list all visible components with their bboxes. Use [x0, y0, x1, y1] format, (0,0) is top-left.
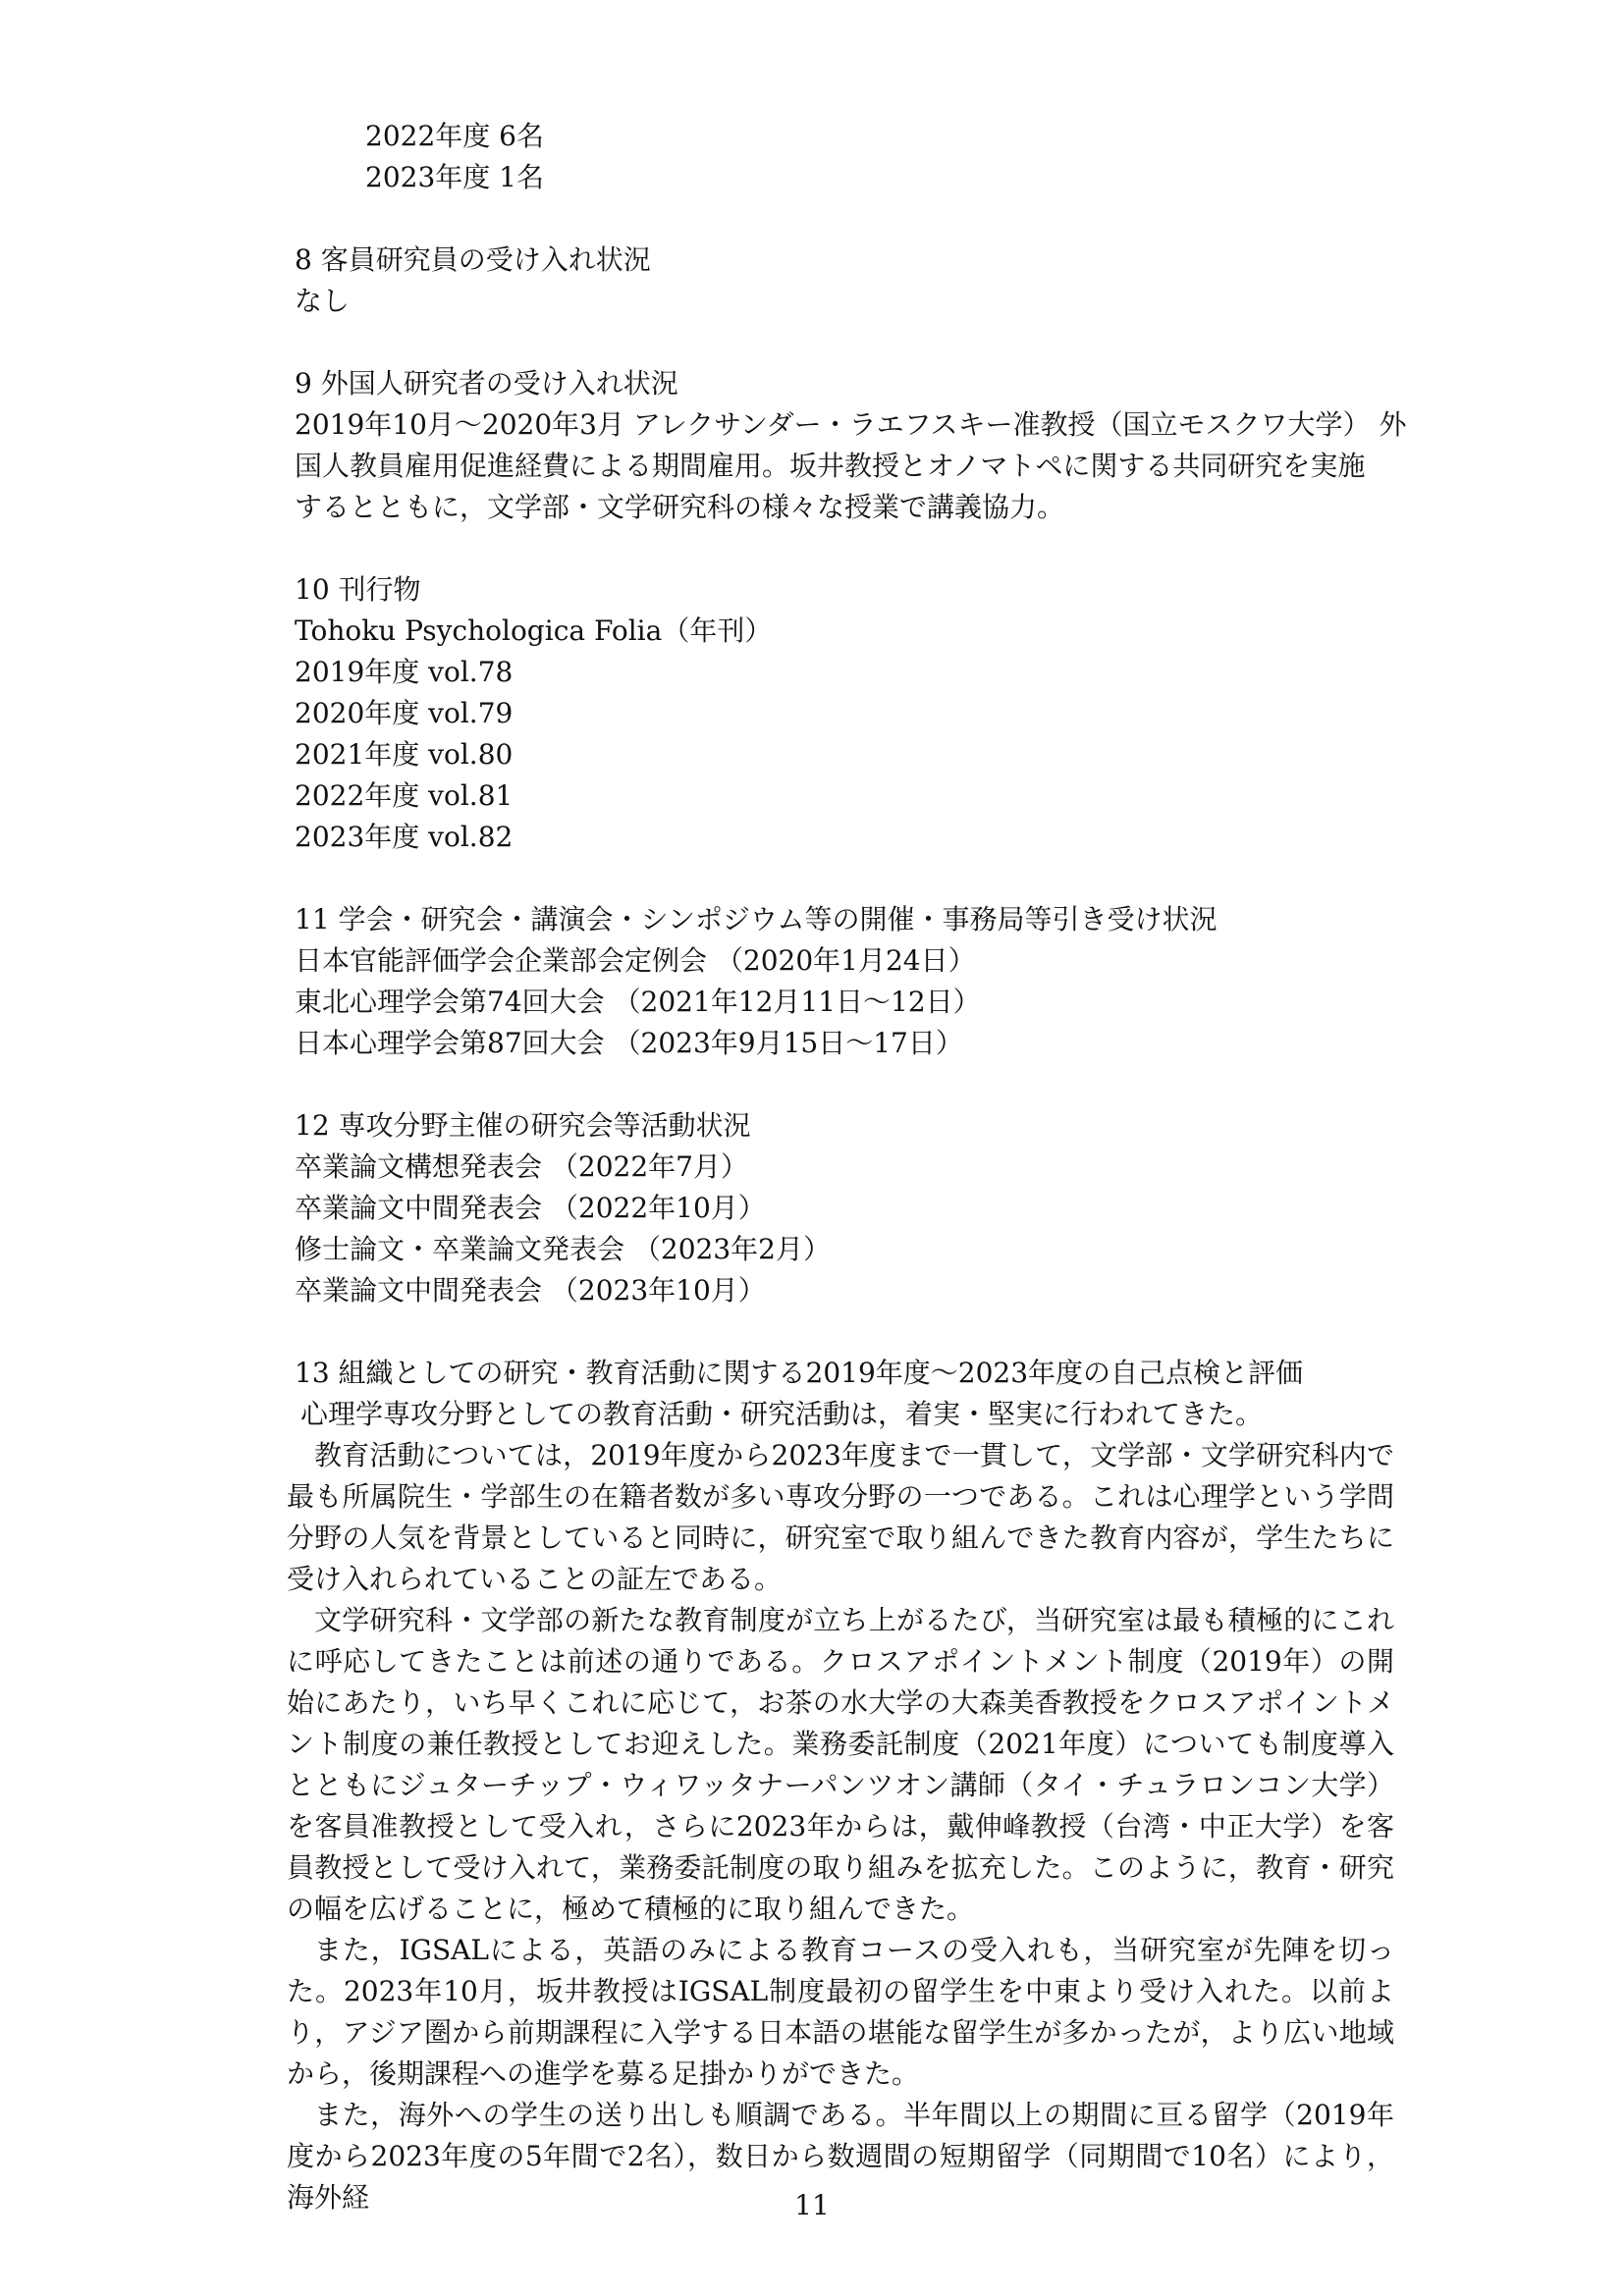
- section-11: [295, 899, 1394, 1064]
- page-content: [287, 116, 1407, 2218]
- spacer: [295, 198, 1394, 240]
- event-item: 日本官能評価学会企業部会定例会 （2020年1月24日）: [295, 944, 976, 977]
- publication-volume: 2022年度 vol.81: [295, 779, 514, 812]
- section-line: 2019年10月～2020年3月 アレクサンダー・ラエフスキー准教授（国立モスクワ大学） 外: [295, 408, 1407, 441]
- section-heading: 13 組織としての研究・教育活動に関する2019年度～2023年度の自己点検と評価: [295, 1357, 1304, 1389]
- publication-volume: 2020年度 vol.79: [295, 697, 514, 729]
- evaluation-paragraph: 文学研究科・文学部の新たな教育制度が立ち上がるたび，当研究室は最も積極的にこれに呼応してきたことは前述の通りである。クロスアポイントメント制度（2019年）の開始にあたり，いち早くこれに応じて，お茶の水大学の大森美香教授をクロスアポイントメント制度の兼任教授としてお迎えした。業務委託制度（2021年度）についても制度導入とともにジュターチップ・ウィワッタナーパンツオン講師（タイ・チュラロンコン大学）を客員准教授として受入れ，さらに2023年からは，戴伸峰教授（台湾・中正大学）を客員教授として受け入れて，業務委託制度の取り組みを拡充した。このように，教育・研究の幅を広げることに，極めて積極的に取り組んできた。: [287, 1604, 1394, 1925]
- top-list: [295, 116, 1394, 198]
- section-heading: 11 学会・研究会・講演会・シンポジウム等の開催・事務局等引き受け状況: [295, 903, 1218, 935]
- evaluation-paragraph: 心理学専攻分野としての教育活動・研究活動は，着実・堅実に行われてきた。: [300, 1398, 1264, 1430]
- section-heading: 8 客員研究員の受け入れ状況: [295, 243, 651, 276]
- section-heading: 10 刊行物: [295, 573, 421, 606]
- spacer: [295, 322, 1394, 363]
- publication-volume: 2023年度 vol.82: [295, 821, 514, 853]
- section-10: [295, 569, 1394, 858]
- top-list-item: 2023年度 1名: [365, 161, 544, 193]
- spacer: [295, 858, 1394, 899]
- spacer: [295, 1064, 1394, 1105]
- page-number: 11: [794, 2189, 830, 2221]
- activity-item: 修士論文・卒業論文発表会 （2023年2月）: [295, 1233, 831, 1265]
- top-list-item: 2022年度 6名: [365, 120, 544, 152]
- activity-item: 卒業論文構想発表会 （2022年7月）: [295, 1150, 748, 1183]
- section-9: [295, 363, 1407, 528]
- activity-item: 卒業論文中間発表会 （2023年10月）: [295, 1274, 766, 1307]
- event-item: 日本心理学会第87回大会 （2023年9月15日～17日）: [295, 1027, 963, 1059]
- publication-title: Tohoku Psychologica Folia（年刊）: [295, 614, 773, 647]
- spacer: [295, 528, 1394, 569]
- activity-item: 卒業論文中間発表会 （2022年10月）: [295, 1192, 766, 1224]
- section-13: [287, 1353, 1394, 2218]
- section-8: [295, 240, 1394, 322]
- section-line: するとともに，文学部・文学研究科の様々な授業で講義協力。: [295, 491, 1065, 523]
- publication-volume: 2019年度 vol.78: [295, 656, 514, 688]
- spacer: [295, 1311, 1394, 1353]
- section-12: [295, 1105, 1394, 1311]
- section-line: なし: [295, 285, 351, 317]
- evaluation-paragraph: また，IGSALによる，英語のみによる教育コースの受入れも，当研究室が先陣を切った。2023年10月，坂井教授はIGSAL制度最初の留学生を中東より受け入れた。以前より，アジア圏から前期課程に入学する日本語の堪能な留学生が多かったが，より広い地域から，後期課程への進学を募る足掛かりができた。: [287, 1934, 1394, 2090]
- section-heading: 9 外国人研究者の受け入れ状況: [295, 367, 678, 400]
- publication-volume: 2021年度 vol.80: [295, 738, 514, 771]
- section-heading: 12 専攻分野主催の研究会等活動状況: [295, 1109, 751, 1142]
- evaluation-paragraph: 教育活動については，2019年度から2023年度まで一貫して，文学部・文学研究科内で最も所属院生・学部生の在籍者数が多い専攻分野の一つである。これは心理学という学問分野の人気を背景としていると同時に，研究室で取り組んできた教育内容が，学生たちに受け入れられていることの証左である。: [287, 1439, 1394, 1595]
- evaluation-paragraph: また，海外への学生の送り出しも順調である。半年間以上の期間に亘る留学（2019年度から2023年度の5年間で2名），数日から数週間の短期留学（同期間で10名）により，海外経: [287, 2099, 1394, 2214]
- event-item: 東北心理学会第74回大会 （2021年12月11日～12日）: [295, 986, 981, 1018]
- section-line: 国人教員雇用促進経費による期間雇用。坂井教授とオノマトペに関する共同研究を実施: [295, 450, 1366, 482]
